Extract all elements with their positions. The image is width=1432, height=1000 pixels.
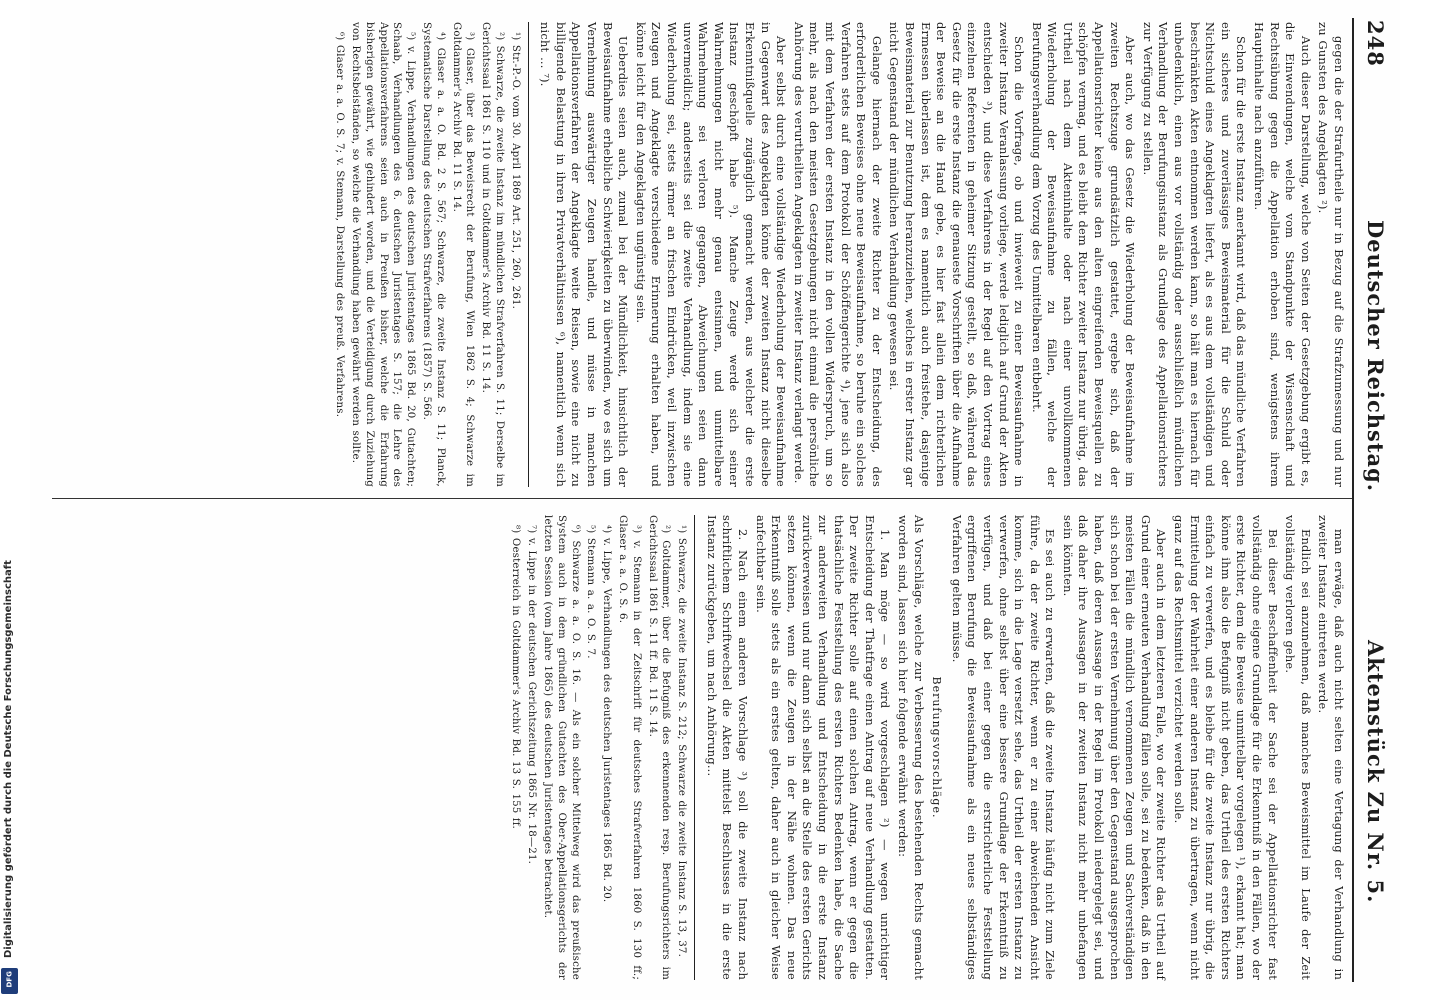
running-title-left: Deutscher Reichstag.: [1363, 220, 1388, 493]
paragraph: Gelange hiernach der zweite Richter zu der Entscheidung, des erforderlichen Beweises ohne neue Beweisaufnahme, so beruhe ein solches Verfahren stets auf dem Protokoll der Schöffengerichte ⁴), jene sich also mit dem Verfahren der ersten Instanz in den vollen Widerspruch, um so mehr, als nach den meisten Gesetzgebungen nicht einmal die persönliche Anhörung des verurtheilten Angeklagten in zweiter Instanz verlangt werde.: [791, 22, 884, 487]
footnote: ⁵) Stemann a. a. O. S. 7.: [585, 525, 597, 659]
running-title-right: Aktenstück Zu Nr. 5.: [1363, 640, 1388, 904]
credit-text: Digitalisierung gefördert durch die Deutsche Forschungsgemeinschaft: [3, 560, 14, 958]
footnote: ⁷) v. Lippe in der deutschen Gerichtszeitung 1865 Nr. 18—21.: [526, 525, 538, 865]
right-footnotes: [509, 515, 689, 980]
footnote: ³) v. Stemann in der Zeitschrift für deutsches Strafverfahren 1860 S. 130 ff.; Glaser a. a. O. S. 6.: [617, 515, 642, 980]
paragraph: Auch dieser Darstellung, welche von Seiten der Gesetzgebung ergibt es, die Einwendungen, welche vom Standpunkte der Wissenschaft und Rechtsübung gegen die Appellation erhoben sind, wenigstens ihrem Hauptinhalte nach anzuführen.: [1252, 22, 1313, 487]
paragraph: man erwäge, daß auch nicht selten eine Vertagung der Verhandlung in zweiter Instanz eintreten werde.: [1316, 515, 1346, 980]
paragraph: Aber auch, wo das Gesetz die Wiederholung der Beweisaufnahme im zweiten Rechtszuge grundsätzlich gestattet, ergebe sich, daß der Appellationsrichter keine aus den alten eingreifenden Beweisquellen zu schöpfen vermag, und es bleibt dem Richter zweiter Instanz nur übrig, das Urtheil nach dem Akteninhalte oder nach einer unvollkommenen Wiederholung der Beweisaufnahme zu fällen, welche der Berufungsverhandlung dem Vorzug des Unmittelbaren entbehrt.: [1029, 22, 1138, 487]
right-column: [507, 515, 1346, 980]
footnote: ²) Schwarze, die zweite Instanz im mündlichen Strafverfahren S. 11; Derselbe im Gerichtssaal 1861 S. 110 und in Goltdammer's Archiv Bd. 11 S. 14.: [480, 22, 505, 487]
paragraph: Schon für die erste Instanz anerkannt wird, daß das mündliche Verfahren ein sicheres und zuverlässiges Beweismaterial für die Schuld oder Nichtschuld eines Angeklagten liefert, als es aus dem vollständigen und beschränkten Akten entnommen werden kann, so hält man es hiernach für unbedenklich, einen aus vor vollständig oder ausschließlich mündlichen Verhandlung der Berufungsinstanz als Grundlage des Appellationsrichters zur Verfügung zu stellen.: [1140, 22, 1249, 487]
dfg-logo: [1, 968, 18, 994]
column-divider: [52, 498, 1352, 499]
section-intro: Als Vorschläge, welche zur Verbesserung des bestehenden Rechts gemacht worden sind, lassen sich hier folgende erwähnt werden:: [895, 515, 926, 980]
right-column-body: [948, 515, 1346, 980]
footnote: ⁶) Schwarze a. a. O. S. 16. — Als ein solcher Mittelweg wird das preußische System auch in dem gründlichen Gutachten des Ober-Appellationsgerichts der letzten Session (vom Jahre 1865) des deutschen Juristentages betrachtet.: [542, 515, 581, 980]
page-header: [1358, 20, 1388, 980]
paragraph: Bei dieser Beschaffenheit der Sache sei der Appellationsrichter fast vollständig ohne eigene Grundlage für die Erkenntniß in den Fällen, wo der erste Richter, dem die Beweise unmittelbar vorgelegen ¹), erkannt hat; man könne ihm also die Befugniß nicht geben, das Urtheil des ersten Richters einfach zu verwerfen, und es bleibe für die zweite Instanz nur übrig, die Ermittelung der Wahrheit einer anderen Instanz zu übertragen, wenn nicht ganz auf das Rechtsmittel verzichtet werden solle.: [1172, 515, 1280, 980]
paragraph: gegen die der Strafurtheile nur in Bezug auf die Strafzumessung und nur zu Gunsten des Angeklagten ²).: [1316, 22, 1346, 487]
footnote: ¹) Schwarze, die zweite Instanz S. 212; Schwarze die zweite Instanz S. 13, 37.: [676, 525, 688, 958]
footnote: ³) Glaser, über das Beweisrecht der Berufung, Wien 1862 S. 4; Schwarze im Goltdammer's Archiv Bd. 11 S. 14.: [450, 22, 476, 487]
numbered-item: 1. Man möge — so wird vorgeschlagen ²) — wegen unrichtiger Entscheidung der Thatfrage einen Antrag auf neue Verhandlung gestatten. Der zweite Richter solle auf einen solchen Antrag, wenn er gegen die thatsächliche Feststellung des ersten Richters Bedenken habe, die Sache zur anderweiten Verhandlung und Entscheidung in die erste Instanz zurückverweisen und nur dann sich selbst an die Stelle des ersten Gerichts setzen können, wenn die Zeugen in der Nähe wohnen. Das neue Erkenntniß solle stets als ein erstes gelten, daher auch in gleicher Weise anfechtbar sein.: [753, 515, 893, 980]
footnote-separator: [528, 22, 529, 487]
footnote: ¹) Str.-P.-O. vom 30. April 1869 Art. 251, 260, 261.: [509, 32, 521, 310]
numbered-proposals: [703, 515, 892, 980]
footnote: ⁸) Oesterreich in Goltdammer's Archiv Bd. 13 S. 155 ff.: [510, 525, 522, 829]
footnote: ⁵) v. Lippe, Verhandlungen des deutschen Juristentages 1865 Bd. 20, Gutachten; Schaab, Verhandlungen des 6. deutschen Juristentages S. 157; die Lehre des Appellationsverfahrens seien auch in Preußen bisher, welche die Erfahrung bisherigen gewährt, wie gehindert worden, und die Verteidigung durch Zuziehung von Rechtsbeiständen, so welche die Verhandlung haben gewährt werden sollte.: [349, 22, 417, 487]
header-rule: [1352, 18, 1354, 982]
section-heading: Berufungsvorschläge.: [930, 676, 944, 819]
footnote: ⁶) Glaser a. a. O. S. 7; v. Stemann, Darstellung des preuß. Verfahrens.: [334, 32, 346, 418]
left-column-body: [537, 22, 1346, 487]
paragraph: Aber auch in dem letzteren Falle, wo der zweite Richter das Urtheil auf Grund einer erneuten Verhandlung fällen solle, sei zu bedenken, daß in den meisten Fällen die mündlich vernommenen Zeugen und Sachverständigen sich schon bei der ersten Vernehmung über den Gegenstand ausgesprochen haben, daß deren Aussage in der Regel im Protokoll niedergelegt sei, und daß daher ihre Aussagen in der zweiten Instanz nicht mehr unbefangen sein könnten.: [1060, 515, 1169, 980]
footnote: ⁴) Glaser a. a. O. Bd. 2 S. 567; Schwarze, die zweite Instanz S. 11; Planck, Systematische Darstellung des deutschen Strafverfahrens (1857) S. 566.: [420, 22, 446, 487]
footnote-separator: [694, 515, 695, 980]
dfg-logo-text: DFG: [5, 971, 14, 988]
paragraph: Ueberdies seien auch, zumal bei der Mündlichkeit, hinsichtlich der Beweisaufnahme erhebliche Schwierigkeiten zu überwinden, wo es sich um Vernehmung auswärtiger Zeugen handle, und müsse in manchen Appellationsverfahren der Angeklagte weite Reisen, sowie eine nicht zu billigende Belastung in ihren Privatverhältnissen ⁶), namentlich wenn sich nicht ... ⁷).: [538, 22, 631, 487]
paragraph: Aber selbst durch eine vollständige Wiederholung der Beweisaufnahme in Gegenwart des Angeklagten könne der zweiten Instanz nicht dieselbe Erkenntnißquelle zugänglich gemacht werden, aus welcher die erste Instanz geschöpft habe ⁵). Manche Zeuge werde sich seiner Wahrnehmungen nicht mehr genau entsinnen, und unmittelbare Wahrnehmung sei verloren gegangen, Abweichungen seien dann unvermeidlich; anderseits sei die zweite Verhandlung, indem sie eine Wiederholung sei, stets ärmer an frischen Eindrücken, weil inzwischen Zeugen und Angeklagte verschiedene Erinnerung erhalten haben, und könne leicht für den Angeklagten ungünstig sein.: [633, 22, 789, 487]
page-number: 248: [1363, 20, 1388, 67]
numbered-item: 2. Nach einem anderen Vorschlage ³) soll die zweite Instanz nach schriftlichem Schriftwechsel die Akten mittelst Beschlusses in die erste Instanz zurückgeben, um nach Anhörung...: [704, 515, 751, 980]
footnote: ²) Goltdammer, über die Befugniß des erkennenden resp. Berufungsrichters im Gerichtssaal 1861 S. 11 ff. Bd. 11 S. 14.: [646, 515, 672, 980]
digitization-credit: [0, 0, 30, 1000]
footnote: ⁴) v. Lippe, Verhandlungen des deutschen Juristentages 1865 Bd. 20.: [601, 525, 613, 903]
left-footnotes: [332, 22, 521, 487]
paragraph: Schon die Vorfrage, ob und inwieweit zu einer Beweisaufnahme in zweiter Instanz Veranlassung vorliege, werde lediglich auf Grund der Akten entschieden ³), und diese Verfahrens in der Regel auf den Vortrag eines einzelnen Referenten in geheimer Sitzung gestellt, so daß, während das Gesetz für die erste Instanz die genaueste Vorschriften über die Aufnahme der Beweise an die Hand gebe, es hier fast allein dem richterlichen Ermessen überlassen ist, dem es namentlich auch freistehe, dasjenige Beweismaterial zur Benutzung heranzuziehen, welches in erster Instanz gar nicht Gegenstand der mündlichen Verhandlung gewesen sei.: [887, 22, 1027, 487]
paragraph: Es sei auch zu erwarten, daß die zweite Instanz häufig nicht zum Ziele führe, da der zweite Richter, wenn er zu einer abweichenden Ansicht komme, sich in die Lage versetzt sehe, das Urtheil der ersten Instanz zu verwerfen, ohne selbst über eine bessere Grundlage der Erkenntniß zu verfügen, und daß bei einer gegen die erstrichterliche Feststellung ergriffenen Berufung die Beweisaufnahme als ein neues selbständiges Verfahren gelten müsse.: [949, 515, 1058, 980]
left-column: [330, 22, 1346, 487]
paragraph: Endlich sei anzunehmen, daß manches Beweismittel im Laufe der Zeit vollständig verloren gehe.: [1283, 515, 1313, 980]
